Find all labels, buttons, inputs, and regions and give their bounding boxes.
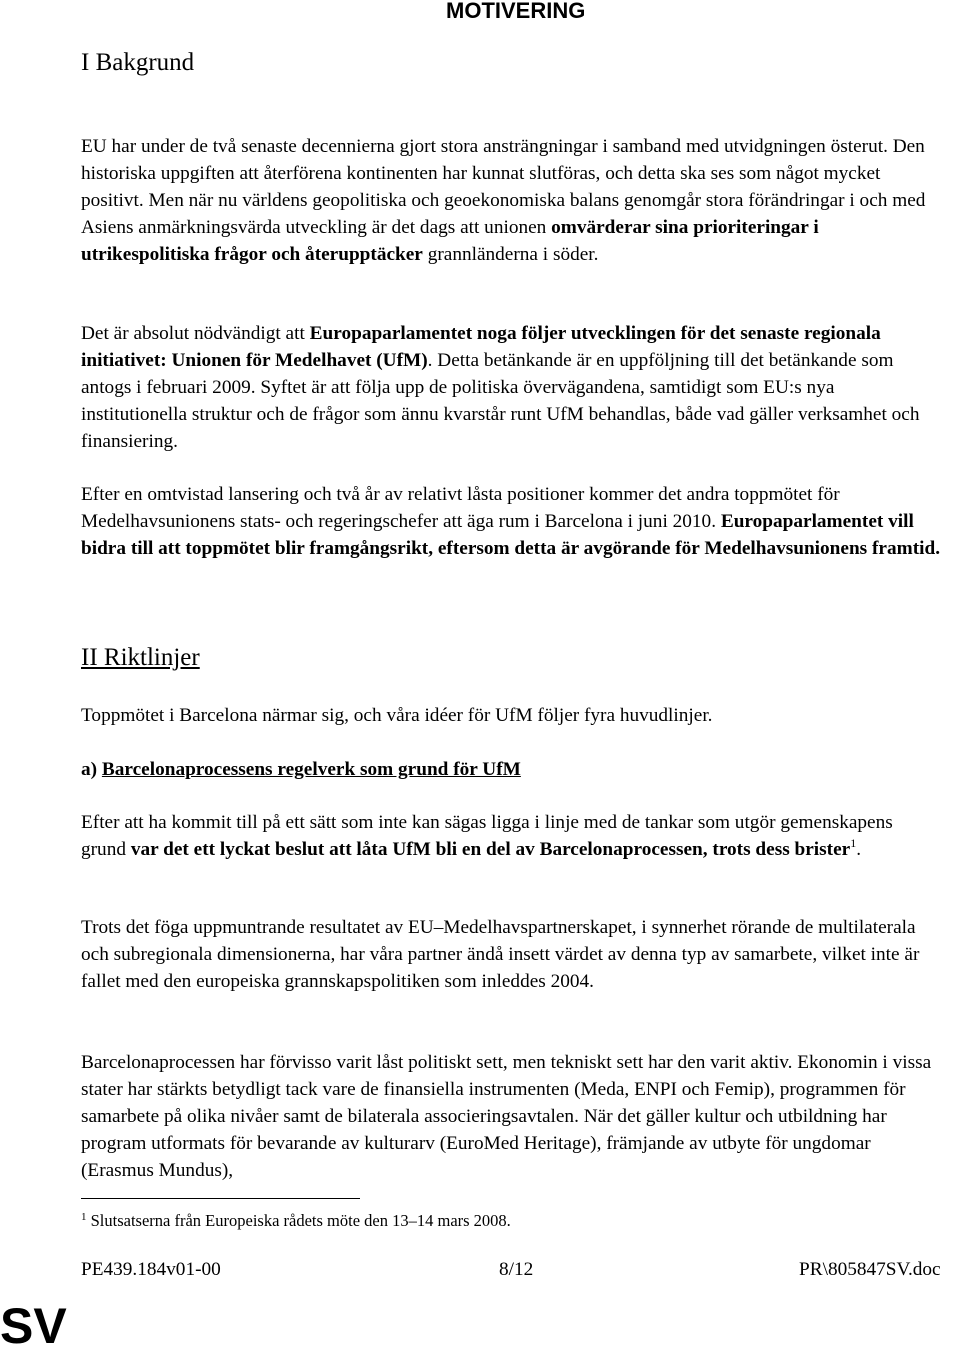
paragraph-background-2 bbox=[81, 320, 941, 455]
footer-doc-id: PE439.184v01-00 bbox=[81, 1259, 221, 1280]
subheading-a-prefix: a) bbox=[81, 759, 102, 780]
paragraph-guidelines-1 bbox=[81, 809, 941, 863]
section-heading-guidelines bbox=[81, 643, 200, 673]
paragraph-text: . bbox=[856, 839, 862, 860]
language-code: SV bbox=[0, 1298, 67, 1354]
subheading-a-title: Barcelonaprocessens regelverk som grund för UfM bbox=[101, 759, 521, 780]
section-heading-guidelines-text: II Riktlinjer bbox=[81, 644, 200, 671]
paragraph-bold-text: Europaparlamentet noga följer utvecklingen för det senaste regionala initiativet: Unionen för Medelhavet (UfM) bbox=[81, 323, 881, 371]
paragraph-text: EU har under de två senaste decennierna gjort stora ansträngningar i samband med utvidgningen österut. Den historiska uppgiften att återförena kontinenten har kunnat slutföras, och detta ska ses som något mycket positivt. Men när nu världens geopolitiska och geoekonomiska balans genomgår stora förändringar i och med Asiens anmärkningsvärda utveckling är det dags att unionen bbox=[81, 136, 926, 238]
document-header-title: MOTIVERING bbox=[446, 0, 586, 23]
section-heading-background: I Bakgrund bbox=[81, 49, 195, 76]
footnote bbox=[81, 1210, 511, 1232]
paragraph-text: Det är absolut nödvändigt att bbox=[81, 323, 310, 344]
paragraph-background-3 bbox=[81, 481, 941, 562]
paragraph-bold-text: Europaparlamentet vill bidra till att toppmötet blir framgångsrikt, eftersom detta är avgörande för Medelhavsunionens framtid. bbox=[81, 511, 941, 559]
paragraph-guidelines-3: Barcelonaprocessen har förvisso varit låst politiskt sett, men tekniskt sett har den varit aktiv. Ekonomin i vissa stater har stärkts betydligt tack vare de finansiella instrumenten (Meda, ENPI och Femip), programmen för samarbete på olika nivåer samt de bilaterala associeringsavtalen. När det gäller kultur och utbildning har program utformats för bevarande av kulturarv (EuroMed Heritage), främjande av utbyte för ungdomar (Erasmus Mundus), bbox=[81, 1052, 932, 1181]
paragraph-text: . Detta betänkande är en uppföljning till det betänkande som antogs i februari 2009. Syftet är att följa upp de politiska övervägandena, samtidigt som EU:s nya institutionella struktur och de frågor som ännu kvarstår runt UfM behandlas, både vad gäller verksamhet och finansiering. bbox=[81, 350, 920, 452]
footer-page-number: 8/12 bbox=[499, 1259, 534, 1280]
footnote-separator bbox=[81, 1198, 360, 1199]
paragraph-bold-text: omvärderar sina prioriteringar i utrikespolitiska frågor och återupptäcker bbox=[81, 217, 819, 265]
footnote-text: Slutsatserna från Europeiska rådets möte den 13–14 mars 2008. bbox=[90, 1211, 511, 1230]
footnote-marker: 1 bbox=[81, 1211, 87, 1223]
paragraph-bold-text: var det ett lyckat beslut att låta UfM bli en del av Barcelonaprocessen, trots dess brister bbox=[130, 839, 851, 860]
paragraph-text: Efter en omtvistad lansering och två år av relativt låsta positioner kommer det andra toppmötet för Medelhavsunionens stats- och regeringschefer att äga rum i Barcelona i juni 2010. bbox=[81, 484, 840, 532]
paragraph-guidelines-2: Trots det föga uppmuntrande resultatet av EU–Medelhavspartnerskapet, i synnerhet rörande de multilaterala och subregionala dimensionerna, har våra partner ändå insett värdet av denna typ av samarbete, vilket inte är fallet med den europeiska grannskapspolitiken som inleddes 2004. bbox=[81, 917, 920, 992]
footnote-reference[interactable]: 1 bbox=[850, 836, 857, 850]
paragraph-text: grannländerna i söder. bbox=[422, 244, 599, 265]
paragraph-text: Efter att ha kommit till på ett sätt som inte kan sägas ligga i linje med de tankar som utgör gemenskapens grund bbox=[81, 812, 893, 860]
subheading-a bbox=[81, 756, 521, 783]
paragraph-background-1 bbox=[81, 133, 941, 268]
paragraph-guidelines-intro: Toppmötet i Barcelona närmar sig, och våra idéer för UfM följer fyra huvudlinjer. bbox=[81, 705, 713, 726]
footer-file-name: PR\805847SV.doc bbox=[799, 1259, 941, 1280]
